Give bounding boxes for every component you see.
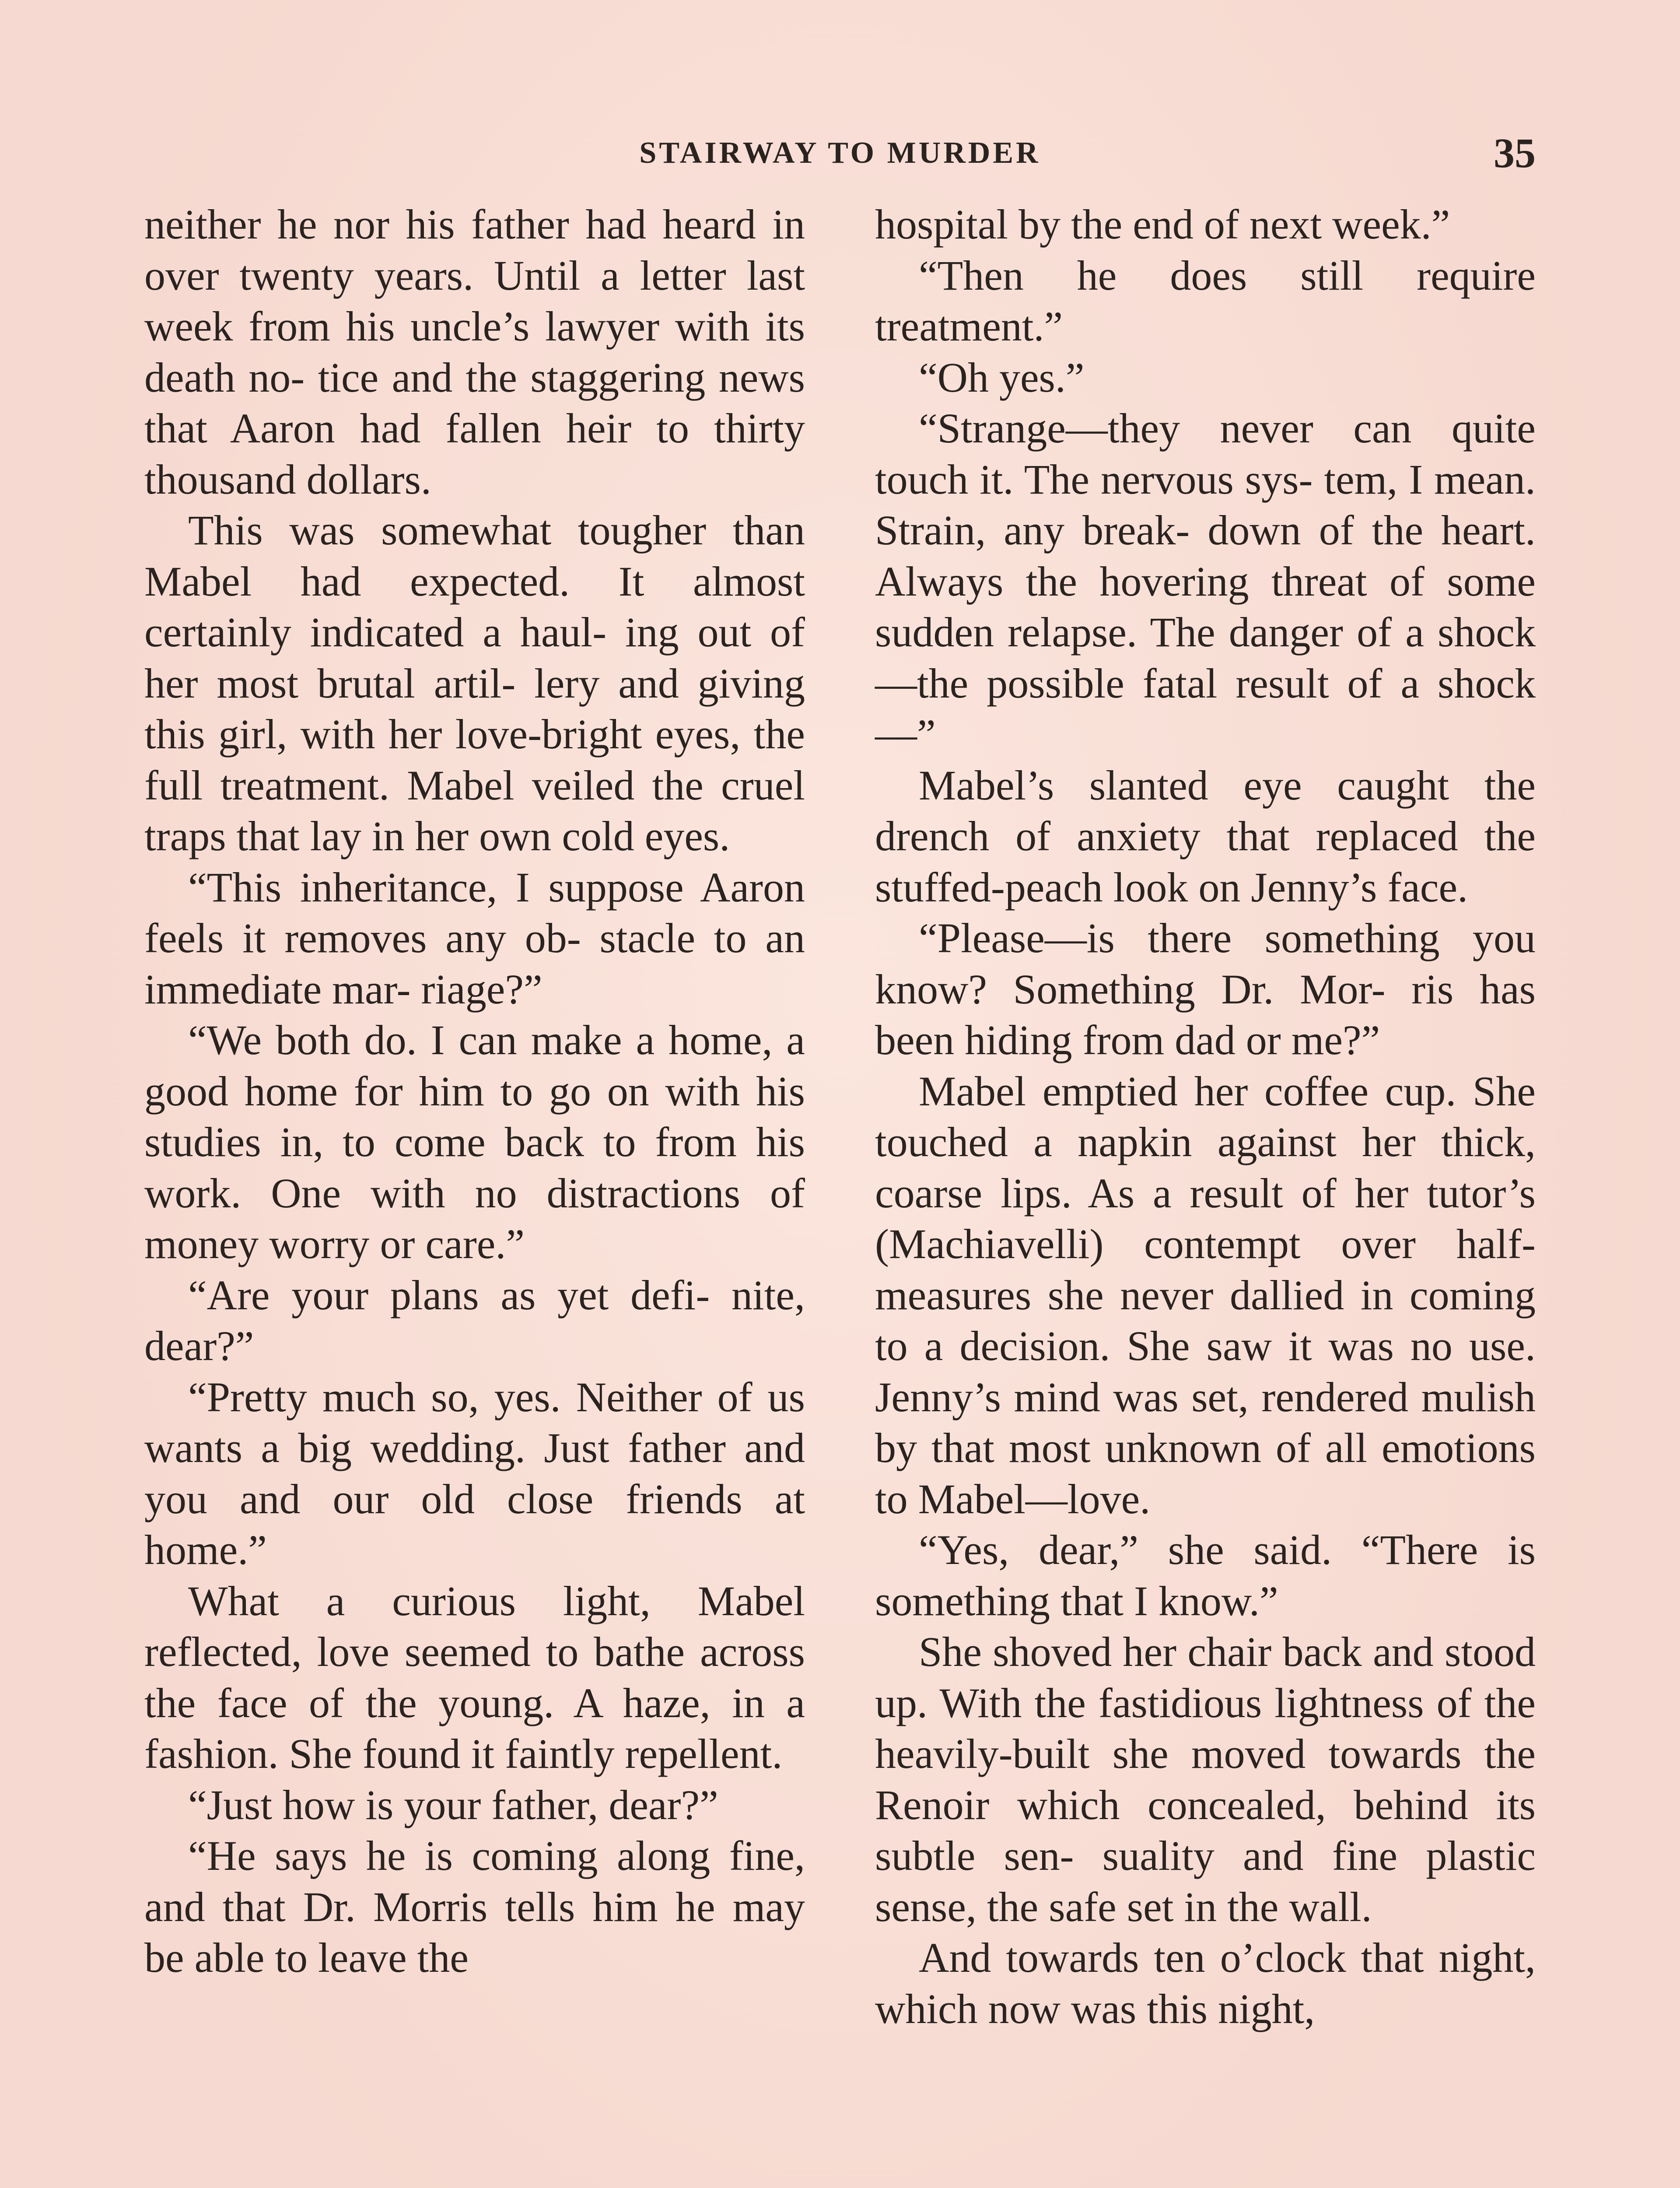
- paragraph: “This inheritance, I suppose Aaron feels it removes any ob- stacle to an immediate mar- riage?”: [144, 863, 805, 1013]
- left-column: [144, 199, 805, 2034]
- paragraph: Mabel emptied her coffee cup. She touched a napkin against her thick, coarse lips. As a result of her tutor’s (Machiavelli) contempt over half-measures she never dallied in coming to a decision. She saw it was no use. Jenny’s mind was set, rendered mulish by that most unknown of all emotions to Mabel—love.: [875, 1067, 1536, 1522]
- page-header: [144, 131, 1536, 184]
- right-column: [875, 199, 1536, 2034]
- paragraph: And towards ten o’clock that night, which now was this night,: [875, 1934, 1536, 2032]
- paragraph: She shoved her chair back and stood up. With the fastidious lightness of the heavily-built she moved towards the Renoir which concealed, behind its subtle sen- suality and fine plastic sense, the safe set in the wall.: [875, 1628, 1536, 1930]
- paragraph: What a curious light, Mabel reflected, love seemed to bathe across the face of the young. A haze, in a fashion. She found it faintly repellent.: [144, 1577, 805, 1777]
- paragraph: “Are your plans as yet defi- nite, dear?”: [144, 1271, 805, 1369]
- page-number: 35: [1494, 130, 1536, 176]
- paragraph: hospital by the end of next week.”: [875, 201, 1450, 248]
- paragraph: Mabel’s slanted eye caught the drench of anxiety that replaced the stuffed-peach look on Jenny’s face.: [875, 761, 1536, 911]
- paragraph: “Strange—they never can quite touch it. The nervous sys- tem, I mean. Strain, any break- down of the heart. Always the hovering threat of some sudden relapse. The danger of a shock —the possible fatal result of a shock—”: [875, 405, 1536, 757]
- running-title: STAIRWAY TO MURDER: [639, 136, 1041, 170]
- paragraph: “Please—is there something you know? Something Dr. Mor- ris has been hiding from dad or me?”: [875, 915, 1536, 1063]
- paragraph: This was somewhat tougher than Mabel had expected. It almost certainly indicated a haul- ing out of her most brutal artil- lery and giving this girl, with her love-bright eyes, the full treatment. Mabel veiled the cruel traps that lay in her own cold eyes.: [144, 507, 805, 859]
- paragraph: “Pretty much so, yes. Neither of us wants a big wedding. Just father and you and our old close friends at home.”: [144, 1373, 805, 1573]
- paragraph: “Yes, dear,” she said. “There is something that I know.”: [875, 1526, 1536, 1624]
- paragraph: “We both do. I can make a home, a good home for him to go on with his studies in, to come back to from his work. One with no distractions of money worry or care.”: [144, 1017, 805, 1267]
- paragraph: “Then he does still require treatment.”: [875, 252, 1536, 350]
- paragraph: “He says he is coming along fine, and that Dr. Morris tells him he may be able to leave the: [144, 1832, 805, 1981]
- paragraph: “Just how is your father, dear?”: [188, 1781, 718, 1828]
- paragraph: neither he nor his father had heard in over twenty years. Until a letter last week from his uncle’s lawyer with its death no- tice and the staggering news that Aaron had fallen heir to thirty thousand dollars.: [144, 201, 805, 503]
- paragraph: “Oh yes.”: [919, 354, 1085, 401]
- text-columns: [144, 199, 1536, 2034]
